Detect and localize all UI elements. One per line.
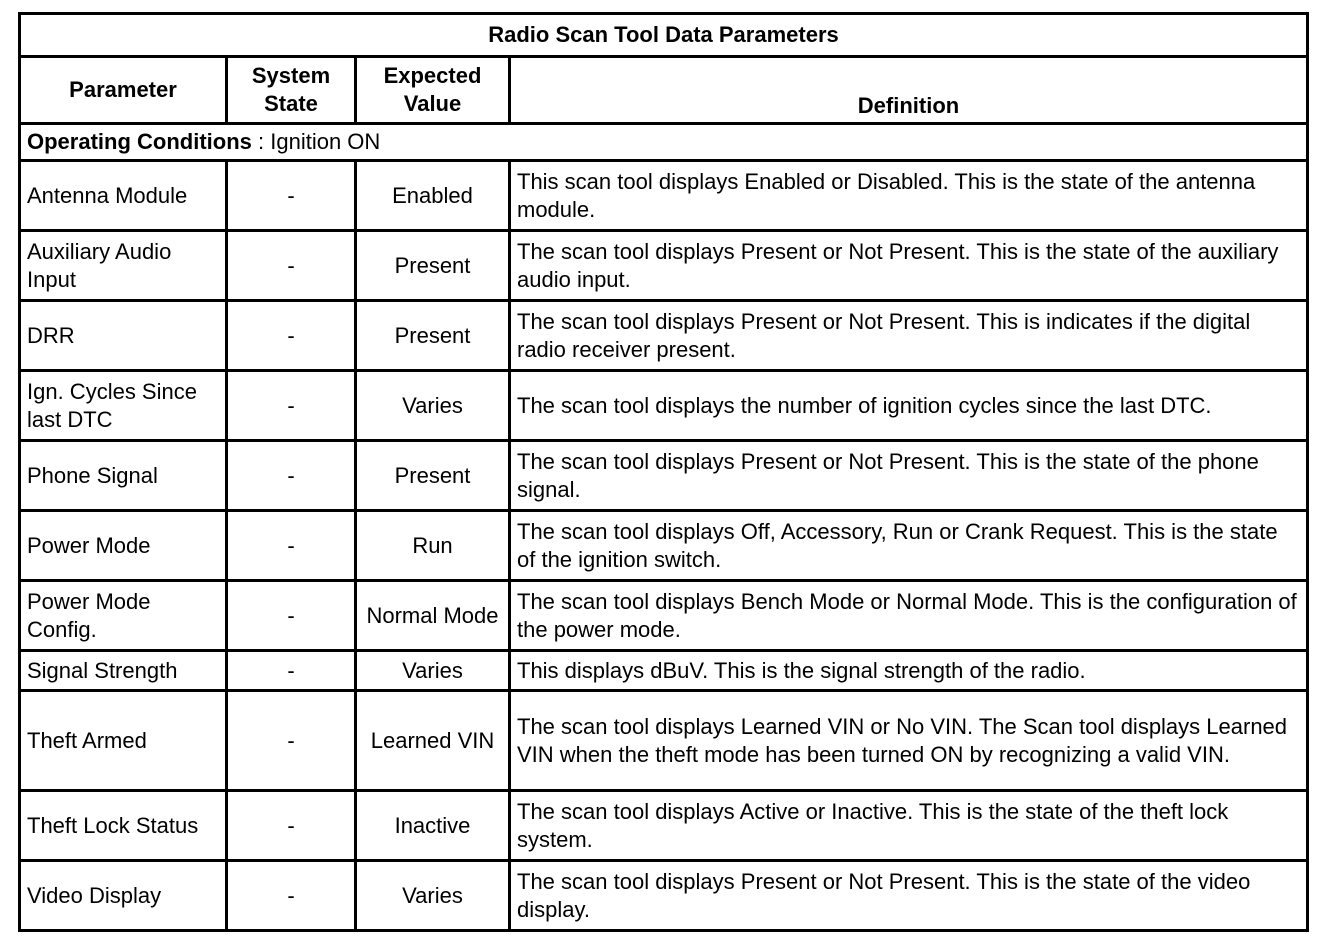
definition-cell: This scan tool displays Enabled or Disabled. This is the state of the antenna module. [510,161,1308,231]
system-state-cell: - [227,511,356,581]
parameter-cell: Theft Armed [20,691,227,791]
table-row [20,581,1308,651]
system-state-cell: - [227,581,356,651]
table-row [20,161,1308,231]
parameter-cell: Antenna Module [20,161,227,231]
system-state-cell: - [227,301,356,371]
expected-value-cell: Run [356,511,510,581]
table-title: Radio Scan Tool Data Parameters [20,14,1308,57]
parameter-cell: Auxiliary Audio Input [20,231,227,301]
definition-cell: The scan tool displays Present or Not Present. This is the state of the video display. [510,861,1308,931]
header-expected-value: Expected Value [356,57,510,124]
table-row [20,441,1308,511]
table-row [20,791,1308,861]
system-state-cell: - [227,791,356,861]
definition-cell: The scan tool displays Learned VIN or No VIN. The Scan tool displays Learned VIN when the theft mode has been turned ON by recognizing a valid VIN. [510,691,1308,791]
system-state-cell: - [227,371,356,441]
header-system-state: System State [227,57,356,124]
expected-value-cell: Present [356,301,510,371]
definition-cell: This displays dBuV. This is the signal strength of the radio. [510,651,1308,691]
system-state-cell: - [227,231,356,301]
table-row [20,301,1308,371]
definition-cell: The scan tool displays Present or Not Present. This is indicates if the digital radio receiver present. [510,301,1308,371]
definition-cell: The scan tool displays Bench Mode or Normal Mode. This is the configuration of the power mode. [510,581,1308,651]
definition-cell: The scan tool displays the number of ignition cycles since the last DTC. [510,371,1308,441]
system-state-cell: - [227,441,356,511]
definition-cell: The scan tool displays Present or Not Present. This is the state of the phone signal. [510,441,1308,511]
operating-conditions-separator: : [251,129,271,154]
expected-value-cell: Enabled [356,161,510,231]
parameter-cell: Phone Signal [20,441,227,511]
header-parameter: Parameter [20,57,227,124]
document-page [18,12,1309,932]
table-row [20,691,1308,791]
table-row [20,861,1308,931]
expected-value-cell: Present [356,231,510,301]
definition-cell: The scan tool displays Present or Not Present. This is the state of the auxiliary audio input. [510,231,1308,301]
parameter-cell: Power Mode Config. [20,581,227,651]
expected-value-cell: Varies [356,371,510,441]
parameter-cell: Theft Lock Status [20,791,227,861]
expected-value-cell: Varies [356,861,510,931]
expected-value-cell: Varies [356,651,510,691]
operating-conditions-label: Operating Conditions [27,129,252,154]
operating-conditions [20,124,1308,161]
table-row [20,231,1308,301]
table-header-row [20,57,1308,124]
parameter-cell: Power Mode [20,511,227,581]
operating-conditions-value: Ignition ON [270,129,381,154]
parameter-cell: DRR [20,301,227,371]
header-definition: Definition [510,57,1308,124]
table-row [20,371,1308,441]
operating-conditions-row [20,124,1308,161]
parameter-cell: Video Display [20,861,227,931]
expected-value-cell: Normal Mode [356,581,510,651]
system-state-cell: - [227,691,356,791]
table-row [20,651,1308,691]
expected-value-cell: Inactive [356,791,510,861]
table-title-row [20,14,1308,57]
expected-value-cell: Present [356,441,510,511]
scan-tool-data-table [18,12,1309,932]
system-state-cell: - [227,651,356,691]
expected-value-cell: Learned VIN [356,691,510,791]
definition-cell: The scan tool displays Off, Accessory, Run or Crank Request. This is the state of the ignition switch. [510,511,1308,581]
table-row [20,511,1308,581]
parameter-cell: Signal Strength [20,651,227,691]
parameter-cell: Ign. Cycles Since last DTC [20,371,227,441]
system-state-cell: - [227,861,356,931]
system-state-cell: - [227,161,356,231]
definition-cell: The scan tool displays Active or Inactive. This is the state of the theft lock system. [510,791,1308,861]
